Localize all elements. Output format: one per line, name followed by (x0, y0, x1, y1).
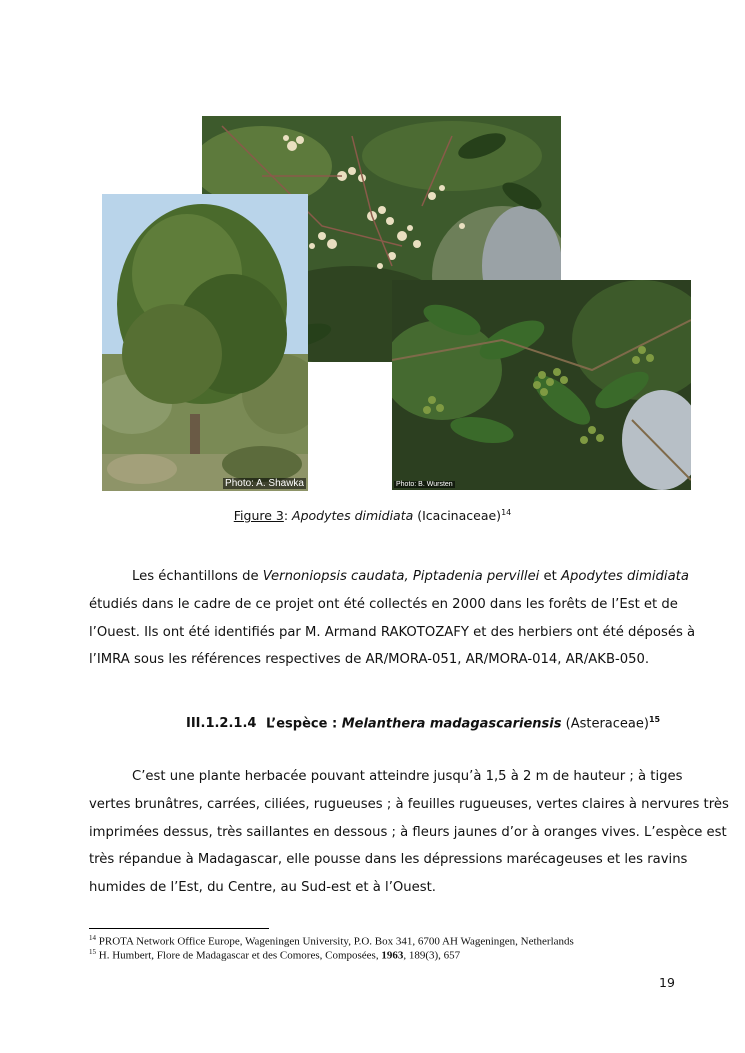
tree-image (102, 194, 308, 491)
footnote-14-text: PROTA Network Office Europe, Wageningen University, P.O. Box 341, 6700 AH Wageningen, Netherlands (96, 935, 574, 948)
paragraph-description-line-5: humides de l’Est, du Centre, au Sud-est et à l’Ouest. (89, 880, 436, 896)
paragraph-specimens-line-4: l’IMRA sous les références respectives de AR/MORA-051, AR/MORA-014, AR/AKB-050. (89, 652, 650, 668)
paragraph-specimens-line-3: l’Ouest. Ils ont été identifiés par M. Armand RAKOTOZAFY et des herbiers ont été déposés à (89, 624, 696, 640)
footnote-separator (89, 928, 269, 929)
paragraph-description-line-4: très répandue à Madagascar, elle pousse dans les dépressions marécageuses et les ravins (89, 852, 688, 868)
photo-credit-right: Photo: B. Wursten (396, 481, 453, 488)
species-name: Piptadenia pervillei (412, 569, 540, 584)
paragraph-specimens (89, 563, 696, 674)
page-number: 19 (659, 975, 675, 990)
section-family: (Asteraceae) (561, 716, 649, 732)
photo-fruiting-branch (392, 280, 691, 490)
footnote-ref-15: 15 (648, 715, 661, 724)
footnote-15 (89, 948, 460, 962)
paragraph-description-line-2: vertes brunâtres, carrées, ciliées, rugueuses ; à feuilles rugueuses, vertes claires à nervures très (89, 796, 729, 812)
footnote-14-number: 14 (89, 934, 96, 942)
paragraph-description-text (89, 763, 729, 902)
paragraph-description (89, 763, 729, 902)
paragraph-specimens-line-2: étudiés dans le cadre de ce projet ont été collectés en 2000 dans les forêts de l’Est et de (89, 596, 678, 612)
paragraph-specimens-text (89, 563, 696, 674)
photo-credit-left: Photo: A. Shawka (225, 478, 304, 489)
figure-family: (Icacinaceae) (413, 508, 502, 524)
paragraph-description-line-3: imprimées dessus, très saillantes en dessous ; à fleurs jaunes d’or à oranges vives. L’espèce est (89, 824, 727, 840)
footnote-15-text: H. Humbert, Flore de Madagascar et des Comores, Composées, (96, 949, 382, 962)
figure-caption-separator: : (283, 508, 293, 524)
section-heading (186, 715, 660, 731)
footnote-14 (89, 934, 574, 948)
footnote-15-pages: , 189(3), 657 (403, 949, 461, 962)
species-name: Vernoniopsis caudata, (262, 569, 409, 584)
photo-tree (102, 194, 308, 491)
footnote-15-number: 15 (89, 948, 96, 956)
paragraph-description-line-1: C’est une plante herbacée pouvant atteindre jusqu’à 1,5 à 2 m de hauteur ; à tiges (132, 769, 683, 784)
figure-caption (0, 508, 745, 523)
figure-label: Figure 3 (233, 508, 284, 524)
figure-species: Apodytes dimidiata (292, 508, 414, 524)
fruiting-branch-image (392, 280, 691, 490)
footnote-ref-14: 14 (501, 508, 512, 517)
section-prefix: L’espèce : (266, 716, 342, 732)
species-name: Apodytes dimidiata (561, 569, 689, 584)
paragraph-specimens-line-1: Les échantillons de Vernoniopsis caudata, Piptadenia pervillei et Apodytes dimidiata (132, 569, 689, 584)
footnote-15-year: 1963 (381, 949, 404, 962)
section-number: III.1.2.1.4 (186, 716, 257, 732)
section-species: Melanthera madagascariensis (341, 716, 562, 732)
